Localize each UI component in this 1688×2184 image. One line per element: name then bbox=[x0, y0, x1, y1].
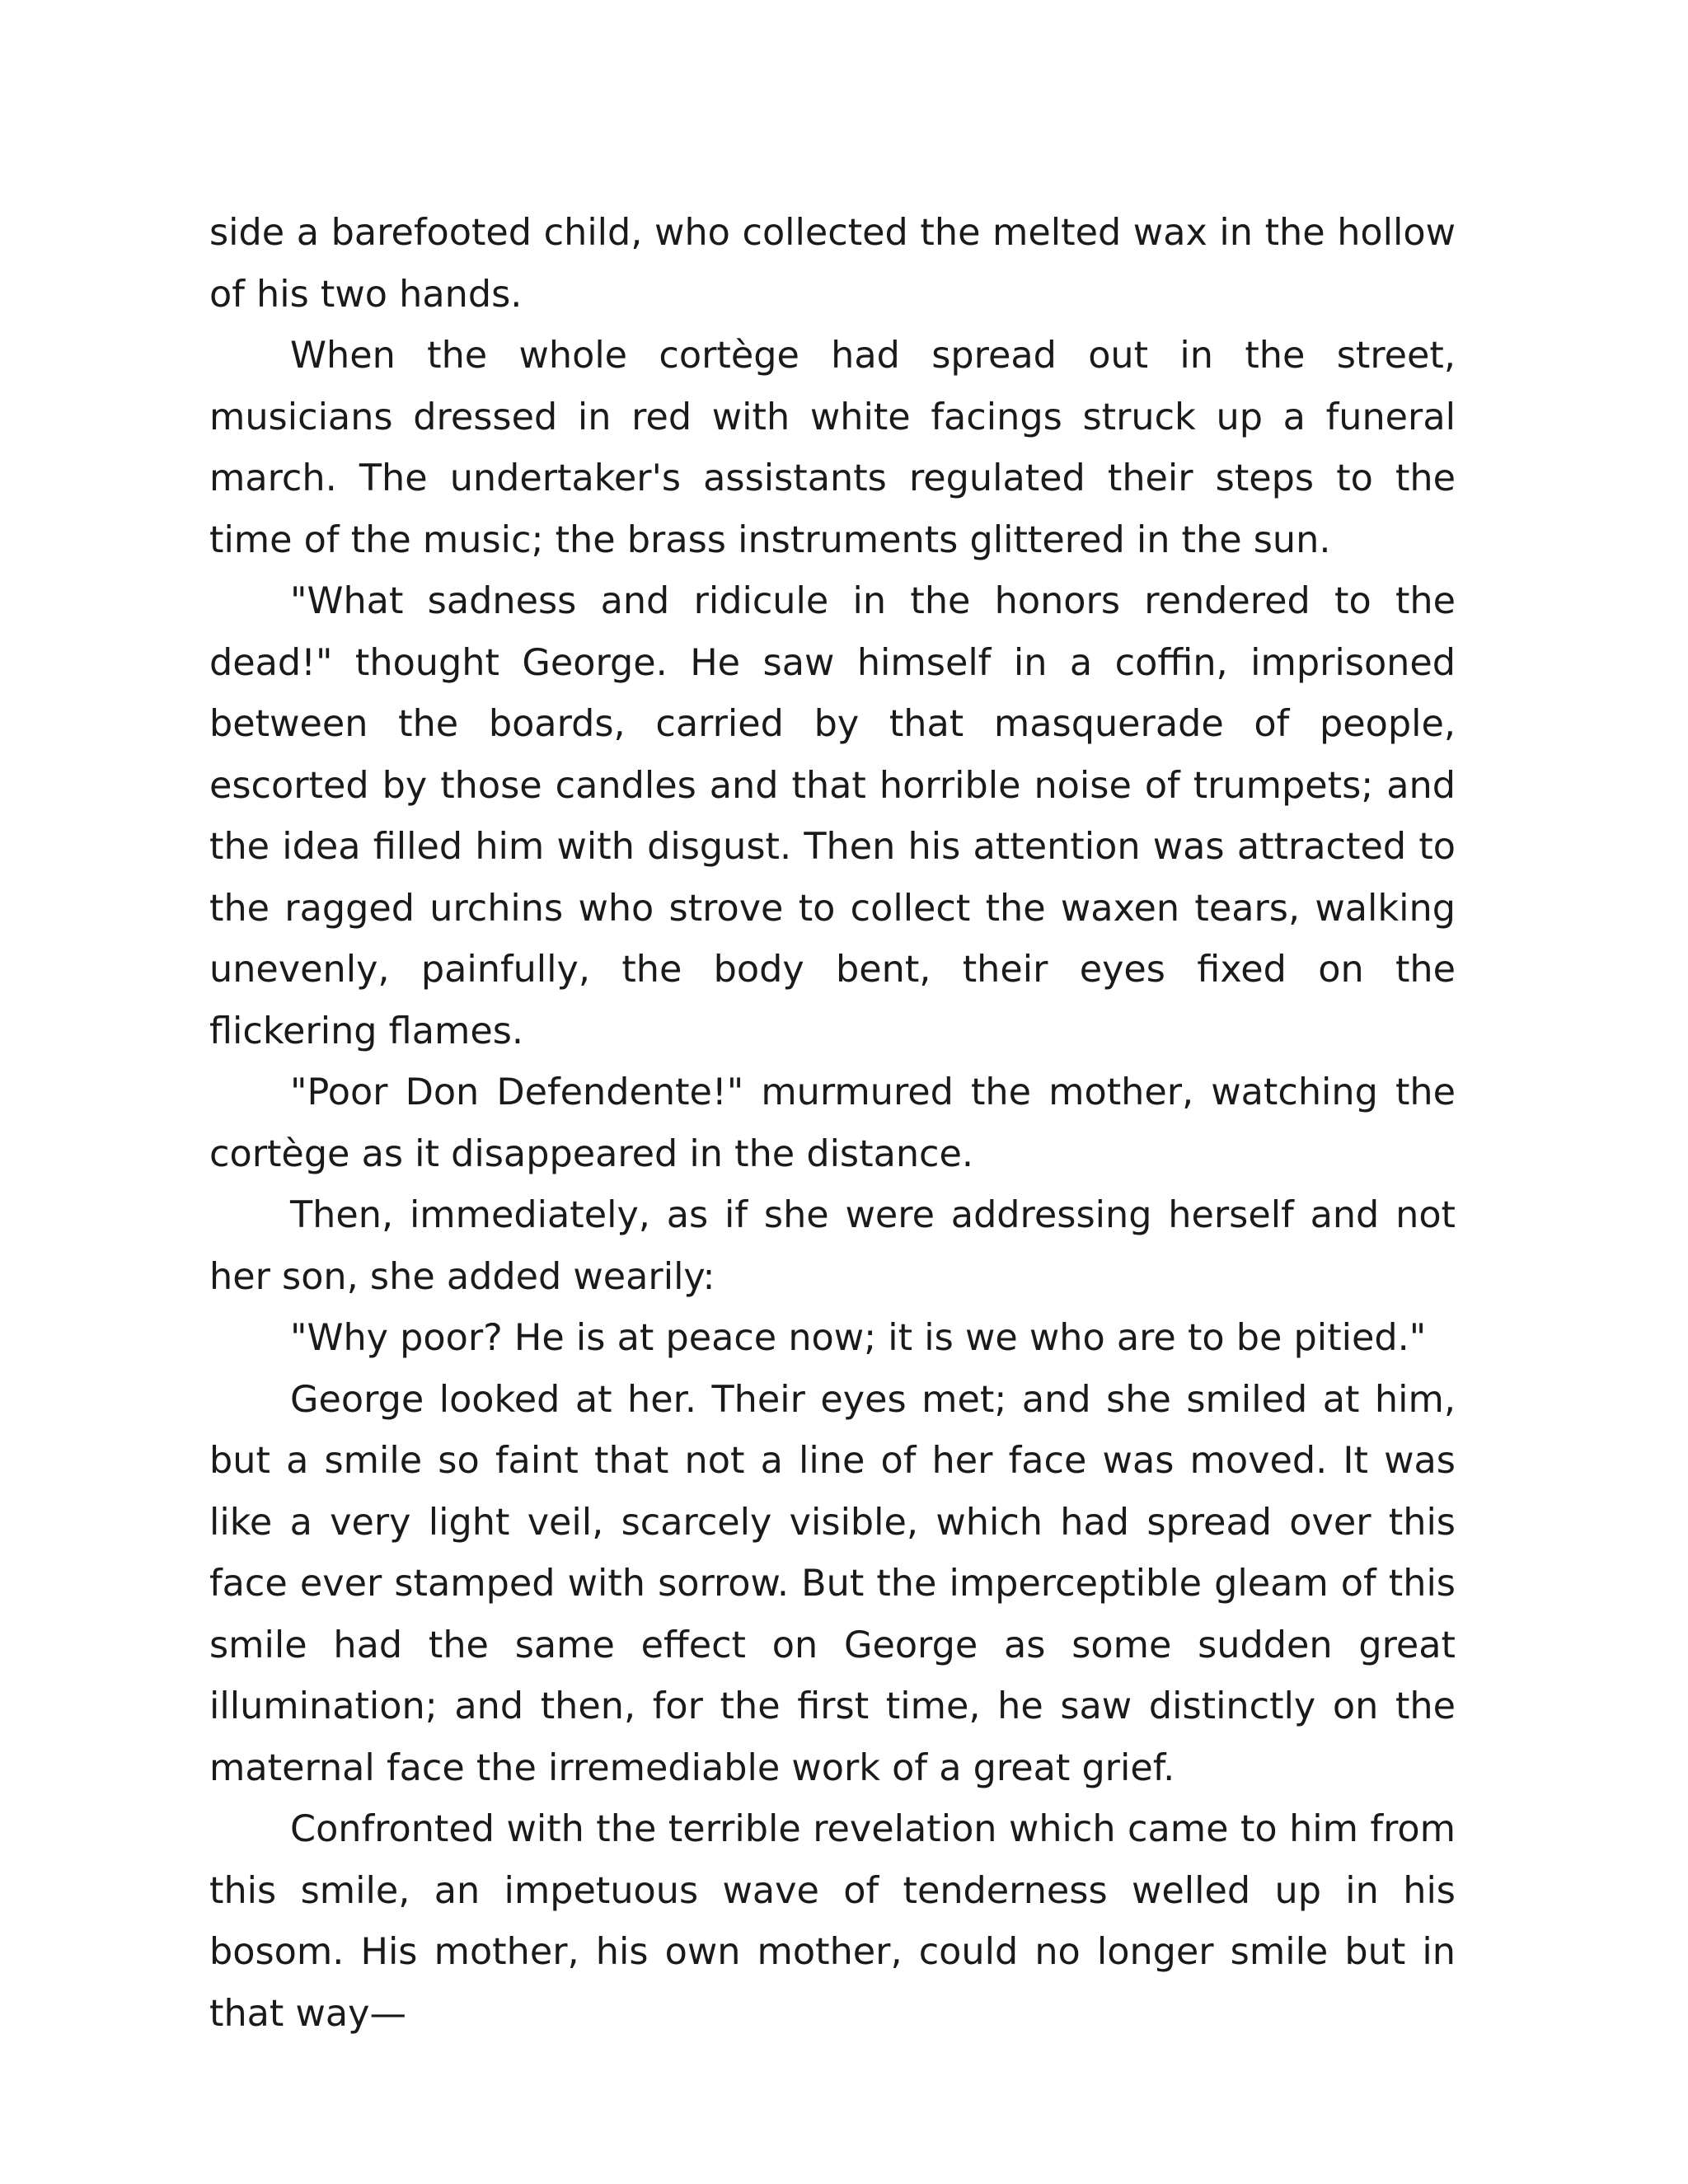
paragraph-continuation: side a barefooted child, who collected the melted wax in the hollow of his two hands. bbox=[209, 212, 1456, 316]
paragraph-george-thoughts: "What sadness and ridicule in the honors rendered to the dead!" thought George. He saw himself in a coffin, imprisoned between the boards, carried by that masquerade of people, escorted by those candles and that horrible noise of trumpets; and the idea filled him with disgust. Then his attention was attracted to the ragged urchins who strove to collect the waxen tears, walking unevenly, painfully, the body bent, their eyes fixed on the flickering flames. bbox=[209, 580, 1456, 1052]
paragraph-poor-don-defendente: "Poor Don Defendente!" murmured the mother, watching the cortège as it disappeared in the distance. bbox=[209, 1071, 1456, 1175]
paragraph-funeral-march: When the whole cortège had spread out in the street, musicians dressed in red with white facings struck up a funeral march. The undertaker's assistants regulated their steps to the time of the music; the brass instruments glittered in the sun. bbox=[209, 335, 1456, 561]
paragraph-mother-added: Then, immediately, as if she were addressing herself and not her son, she added wearily: bbox=[209, 1194, 1456, 1298]
paragraph-why-poor: "Why poor? He is at peace now; it is we who are to be pitied." bbox=[290, 1317, 1427, 1359]
page-body bbox=[209, 203, 1456, 2045]
paragraph-revelation: Confronted with the terrible revelation which came to him from this smile, an impetuous wave of tenderness welled up in his bosom. His mother, his own mother, could no longer smile but in that way— bbox=[209, 1808, 1456, 2035]
paragraph-smile: George looked at her. Their eyes met; and she smiled at him, but a smile so faint that not a line of her face was moved. It was like a very light veil, scarcely visible, which had spread over this face ever stamped with sorrow. But the imperceptible gleam of this smile had the same effect on George as some sudden great illumination; and then, for the first time, he saw distinctly on the maternal face the irremediable work of a great grief. bbox=[209, 1378, 1456, 1789]
